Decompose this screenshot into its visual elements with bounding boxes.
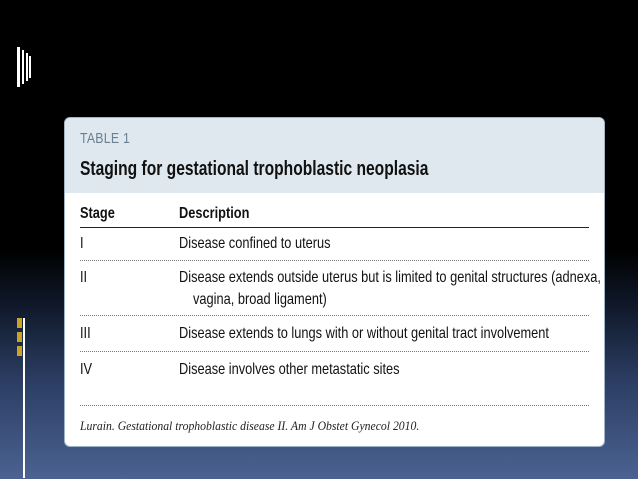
table-header-band <box>65 118 604 193</box>
description-cell: Disease extends outside uterus but is limited to genital structures (adnexa, <box>179 269 601 286</box>
table-card <box>64 117 605 447</box>
slide-ornament-top <box>17 47 33 87</box>
table-row <box>80 355 589 406</box>
column-header-description: Description <box>179 205 250 222</box>
table-header-row <box>80 201 589 228</box>
table-row <box>80 263 601 316</box>
table-row <box>80 319 589 352</box>
table-row <box>80 230 589 261</box>
table-source-footnote: Lurain. Gestational trophoblastic disease II. Am J Obstet Gynecol 2010. <box>80 418 420 433</box>
description-cell-continued: vagina, broad ligament) <box>193 291 327 308</box>
description-cell: Disease involves other metastatic sites <box>179 361 400 378</box>
table-label: TABLE 1 <box>80 130 131 147</box>
description-cell: Disease extends to lungs with or without genital tract involvement <box>179 325 549 342</box>
stage-cell: IV <box>80 361 93 378</box>
stage-cell: III <box>80 325 91 342</box>
description-cell: Disease confined to uterus <box>179 235 331 252</box>
stage-cell: II <box>80 269 88 286</box>
table-title: Staging for gestational trophoblastic neoplasia <box>80 158 429 180</box>
stage-cell: I <box>80 235 84 252</box>
slide-ornament-side <box>17 318 27 478</box>
column-header-stage: Stage <box>80 205 115 222</box>
